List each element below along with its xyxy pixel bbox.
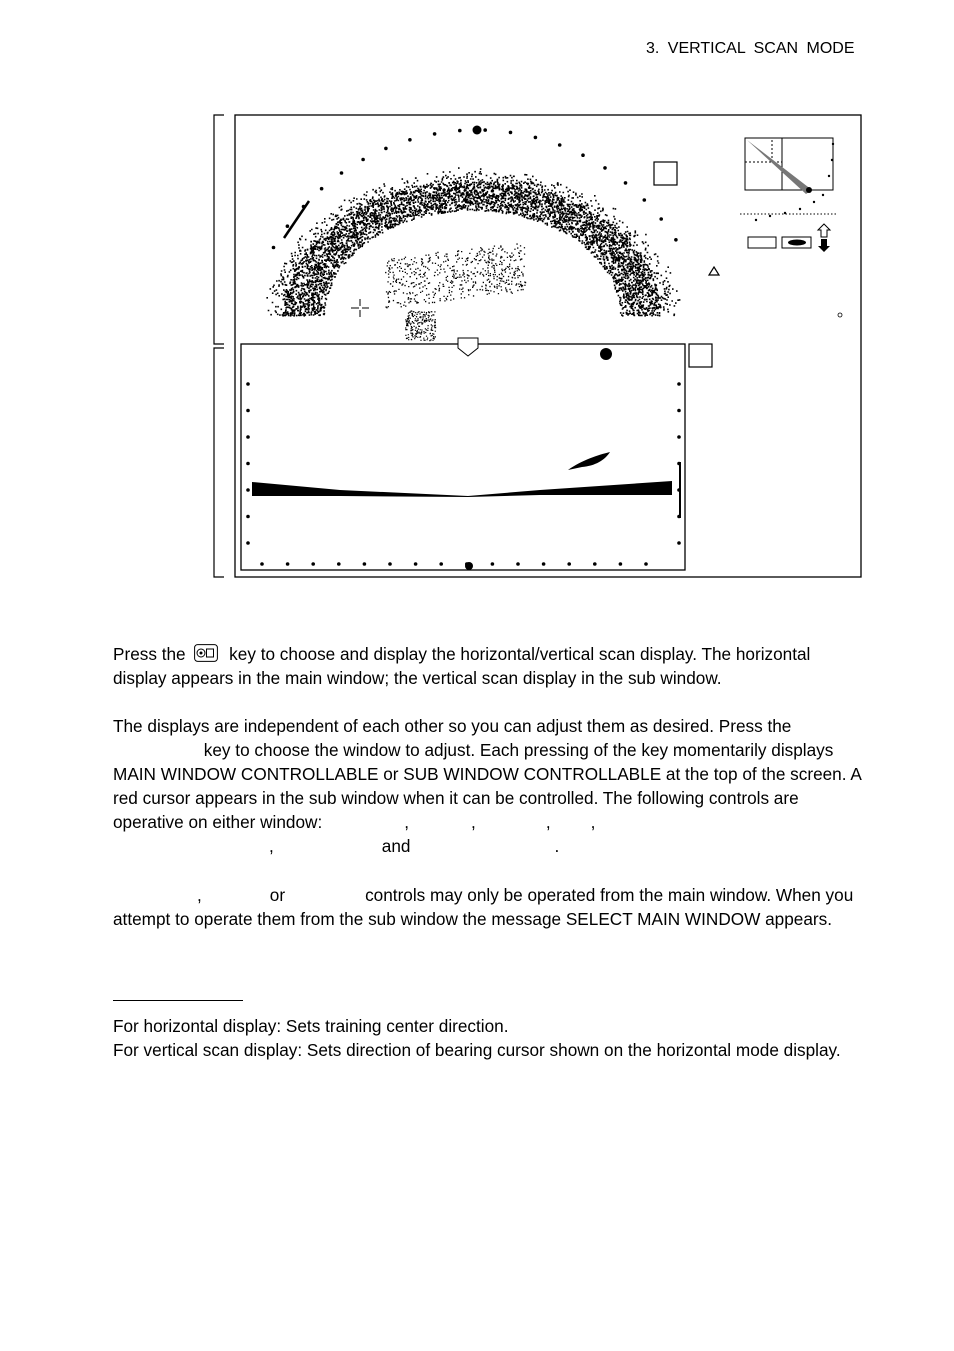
- chapter-header: 3. VERTICAL SCAN MODE: [646, 40, 855, 57]
- vertical-display-line: For vertical scan display: Sets direction of bearing cursor shown on the horizontal mode display.: [113, 1040, 841, 1060]
- sep: ,: [471, 812, 476, 832]
- or-word: or: [269, 885, 286, 905]
- p3-text: controls may only be operated from the main window. When you attempt to operate them from the sub window the message SELECT MAIN WINDOW appears.: [113, 885, 854, 929]
- p1-text-b: key to choose and display the horizontal/vertical scan display. The horizontal display appears in the main window; the vertical scan display in the sub window.: [113, 644, 811, 688]
- gain-box-icon: [748, 237, 776, 248]
- fish-icon: [788, 240, 806, 246]
- heading-underline: [113, 1000, 243, 1001]
- sep: ,: [269, 836, 274, 856]
- sub-window-heading-dot: [600, 348, 612, 360]
- heading-marker: [473, 126, 482, 135]
- bottom-center-dot: [465, 562, 473, 570]
- paragraph-main-only: [113, 883, 863, 931]
- small-circle-icon: [838, 313, 842, 317]
- sonar-display-illustration: [210, 110, 866, 582]
- paragraph-window-select: [113, 714, 863, 858]
- main-window-bracket: [214, 115, 224, 344]
- end-period: .: [554, 836, 560, 856]
- paragraph-mode-key: [113, 642, 863, 690]
- sep: ,: [197, 885, 202, 905]
- sep: ,: [590, 812, 596, 832]
- sub-marker-box: [689, 344, 712, 367]
- sub-window-frame: [241, 344, 685, 570]
- marker-box: [654, 162, 677, 185]
- horizontal-display-line: For horizontal display: Sets training center direction.: [113, 1016, 509, 1036]
- p2-text-b: key to choose the window to adjust. Each pressing of the key momentarily displays MAIN WINDOW CONTROLLABLE or SUB WINDOW CONTROLLABLE at the top of the screen. A red cursor appears in the sub window when it can be controlled. The following controls are operative on either window:: [113, 740, 861, 832]
- p2-text-a: The displays are independent of each other so you can adjust them as desired. Press the: [113, 716, 792, 736]
- sonar-display-figure: [210, 110, 866, 582]
- and-word: and: [381, 836, 411, 856]
- mode-key-icon: [194, 644, 218, 662]
- sub-window-bracket: [214, 348, 224, 577]
- p1-text-a: Press the: [113, 644, 186, 664]
- paragraph-control-description: [113, 1014, 863, 1062]
- sep: ,: [545, 812, 551, 832]
- sep: ,: [404, 812, 410, 832]
